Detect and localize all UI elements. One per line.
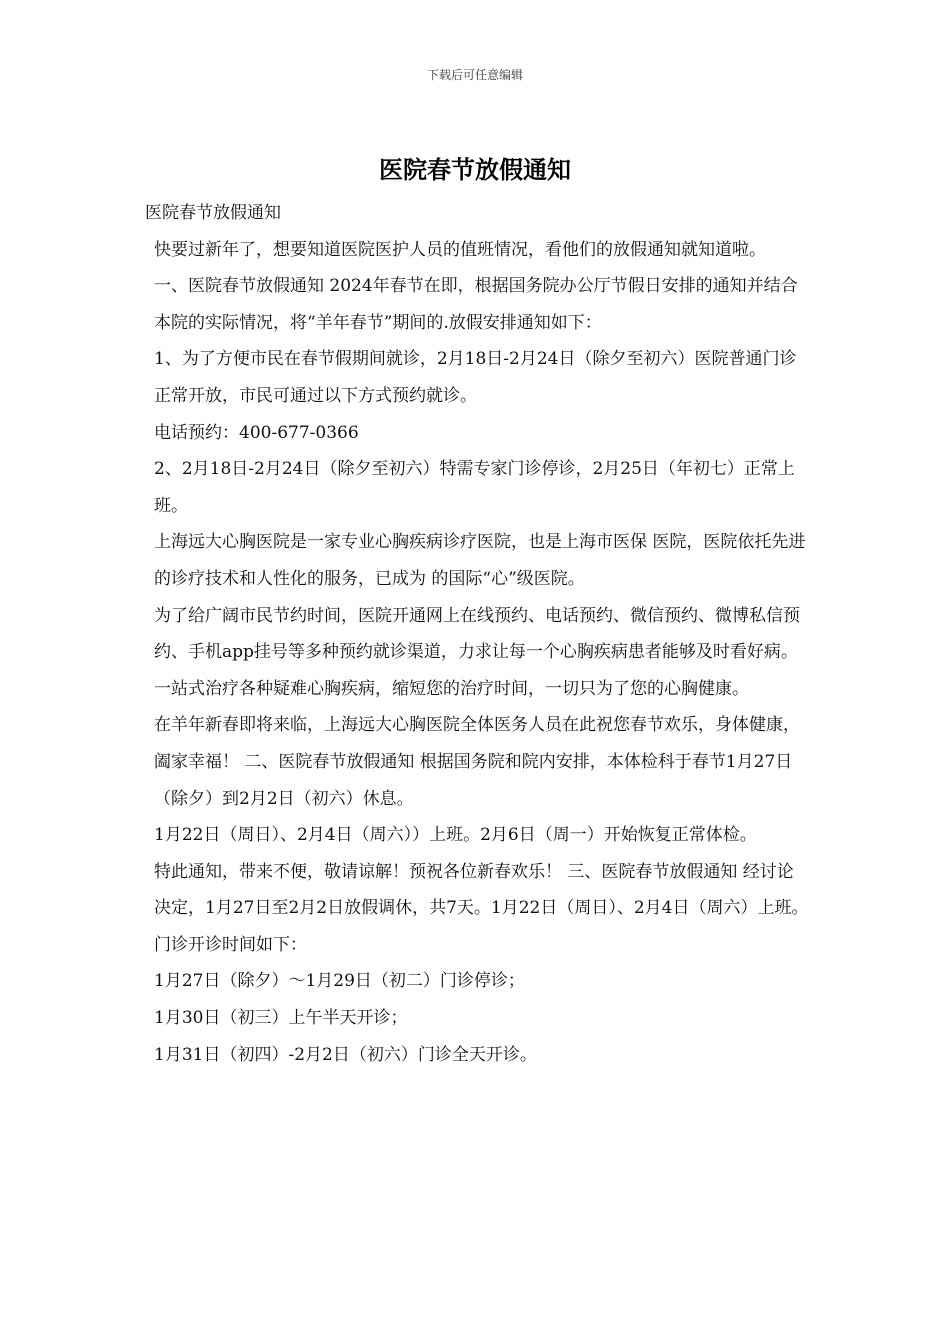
paragraph-intro: 快要过新年了，想要知道医院医护人员的值班情况，看他们的放假通知就知道啦。 [154,239,766,260]
paragraph-item-one: 1、为了方便市民在春节假期间就诊，2月18日-2月24日（除夕至初六）医院普通门诊正常开放，市民可通过以下方式预约就诊。 [154,349,797,406]
paragraph-booking-channels: 为了给广阔市民节约时间，医院开通网上在线预约、电话预约、微信预约、微博私信预约、手机app挂号等多种预约就诊渠道，力求让每一个心胸疾病患者能够及时看好病。一站式治疗各种疑难心胸疾病，缩短您的治疗时间，一切只为了您的心胸健康。 [154,605,800,699]
paragraph-subtitle: 医院春节放假通知 [145,203,281,223]
paragraph-clinic-full-day: 1月31日（初四）-2月2日（初六）门诊全天开诊。 [154,1044,537,1065]
paragraph-section-three: 特此通知，带来不便，敬请谅解！预祝各位新春欢乐！ 三、医院春节放假通知 经讨论决定，1月27日至2月2日放假调休，共7天。1月22日（周日）、2月4日（周六）上班。 [154,861,809,919]
paragraph-clinic-half-day: 1月30日（初三）上午半天开诊； [154,1008,408,1029]
paragraph-clinic-closed: 1月27日（除夕）～1月29日（初二）门诊停诊； [154,971,525,992]
paragraph-workdays: 1月22日（周日）、2月4日（周六））上班。2月6日（周一）开始恢复正常体检。 [154,825,757,846]
paragraph-hospital-intro: 上海远大心胸医院是一家专业心胸疾病诊疗医院，也是上海市医保 医院，医院依托先进的诊疗技术和人性化的服务，已成为 的国际“心”级医院。 [154,532,806,589]
paragraph-item-two: 2、2月18日-2月24日（除夕至初六）特需专家门诊停诊，2月25日（年初七）正常上班。 [154,459,795,516]
paragraph-phone: 电话预约：400-677-0366 [154,422,359,443]
paragraph-section-one: 一、医院春节放假通知 2024年春节在即，根据国务院办公厅节假日安排的通知并结合本院的实际情况，将“羊年春节”期间的.放假安排通知如下： [154,276,798,333]
paragraph-greeting-section-two: 在羊年新春即将来临，上海远大心胸医院全体医务人员在此祝您春节欢乐，身体健康，阖家幸福！ 二、医院春节放假通知 根据国务院和院内安排，本体检科于春节1月27日（除夕）到2月2日（初六）休息。 [154,715,800,809]
header-note: 下载后可任意编辑 [426,68,523,82]
document-body [145,195,810,1073]
paragraph-clinic-hours-heading: 门诊开诊时间如下： [154,934,307,955]
document-title: 医院春节放假通知 [379,155,571,184]
